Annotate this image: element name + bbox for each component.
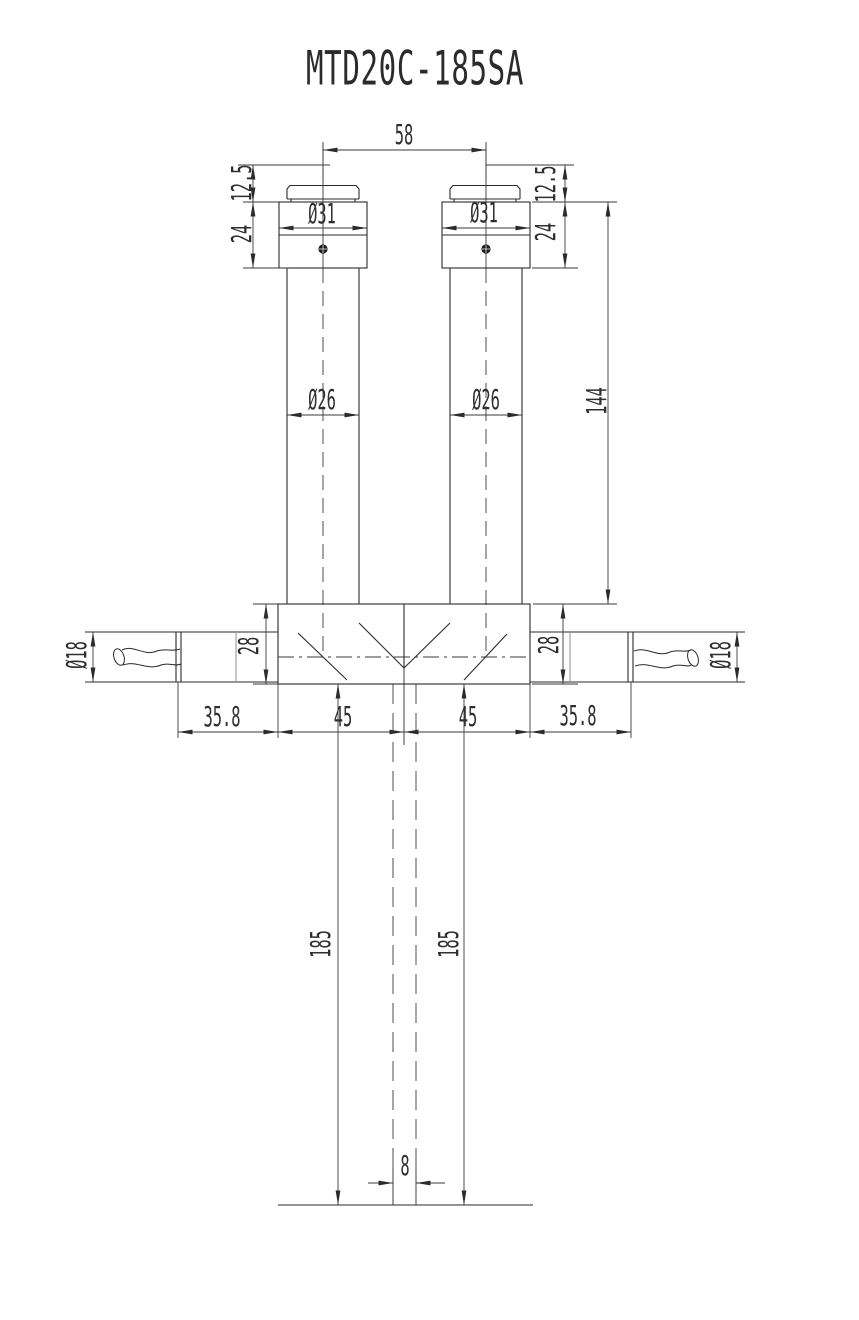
dim-144-label: 144 (580, 387, 613, 415)
dim-28-left-label: 28 (232, 636, 265, 656)
dimension-lines (93, 142, 737, 1205)
left-arm-break-squiggle (112, 647, 181, 666)
dim-185-left-label: 185 (304, 930, 337, 958)
dim-185-right-label: 185 (432, 930, 465, 958)
dim-d26-left-label: Ø26 (308, 383, 336, 416)
dim-24-right-label: 24 (529, 222, 562, 242)
dim-58-label: 58 (394, 118, 414, 151)
dim-d31-left-label: Ø31 (308, 197, 336, 230)
right-mirror (464, 634, 507, 680)
right-arm-break-squiggle (634, 648, 700, 667)
dim-28-right-label: 28 (532, 635, 565, 655)
dim-12-5-right-label: 12.5 (529, 165, 562, 203)
dim-35-8-right-label: 35.8 (559, 699, 597, 732)
dim-45-left-label: 45 (333, 700, 353, 733)
dim-45-right-label: 45 (458, 700, 478, 733)
dim-12-5-left-label: 12.5 (225, 164, 258, 202)
dim-35-8-left-label: 35.8 (203, 700, 241, 733)
drawing-title: MTD20C-185SA (306, 41, 524, 97)
dim-d31-right-label: Ø31 (470, 196, 498, 229)
dim-d18-left-label: Ø18 (60, 641, 93, 669)
body-housing (278, 604, 530, 745)
dim-8-label: 8 (400, 1149, 410, 1182)
dim-d26-right-label: Ø26 (472, 383, 500, 416)
dim-24-left-label: 24 (225, 224, 258, 244)
left-mirror (298, 633, 347, 680)
dim-d18-right-label: Ø18 (704, 641, 737, 669)
